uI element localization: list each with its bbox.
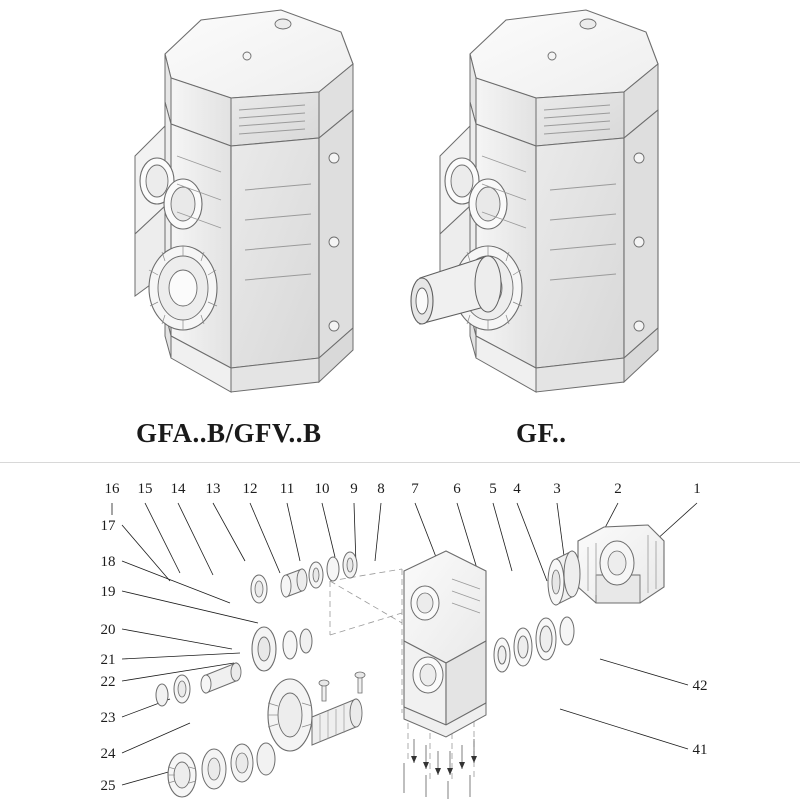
input-flange-part [548, 551, 580, 605]
callout-12: 12 [242, 481, 258, 497]
callout-11: 11 [279, 481, 295, 497]
bottom-bearing-row [168, 743, 275, 797]
callout-2: 2 [614, 481, 622, 497]
exploded-view-svg [0, 463, 800, 800]
callout-1: 1 [693, 481, 701, 497]
callout-5: 5 [489, 481, 497, 497]
callout-8: 8 [377, 481, 385, 497]
callout-6: 6 [453, 481, 461, 497]
callout-4: 4 [513, 481, 521, 497]
callout-7: 7 [411, 481, 419, 497]
callout-3: 3 [553, 481, 561, 497]
leader-lines-right [560, 659, 688, 749]
callout-9: 9 [350, 481, 358, 497]
callout-13: 13 [205, 481, 221, 497]
callout-numbers-top [105, 481, 701, 497]
callout-21: 21 [100, 652, 116, 668]
callout-15: 15 [137, 481, 153, 497]
exploded-view-panel [0, 463, 800, 800]
callout-numbers-right [693, 678, 708, 758]
callout-10: 10 [314, 481, 330, 497]
callout-18: 18 [100, 554, 116, 570]
callout-14: 14 [170, 481, 186, 497]
caption-left-model: GFA..B/GFV..B [136, 418, 322, 448]
callout-22: 22 [100, 674, 116, 690]
callout-16: 16 [104, 481, 120, 497]
callout-numbers-left [101, 518, 117, 794]
gearbox-right-drawing [411, 10, 658, 392]
gearbox-left-drawing [135, 10, 353, 392]
large-gear-assembly [268, 672, 365, 751]
callout-41: 41 [692, 742, 708, 758]
small-parts-cluster [251, 552, 357, 603]
callout-19: 19 [100, 584, 116, 600]
callout-25: 25 [100, 778, 116, 794]
caption-right-model: GF.. [516, 418, 567, 448]
callout-24: 24 [100, 746, 116, 762]
callout-23: 23 [100, 710, 116, 726]
callout-17: 17 [100, 518, 116, 534]
ring-stack-part [494, 617, 574, 672]
housing-part [404, 551, 486, 775]
motor-adapter-part [578, 525, 664, 603]
callout-20: 20 [100, 622, 116, 638]
callout-42: 42 [692, 678, 708, 694]
